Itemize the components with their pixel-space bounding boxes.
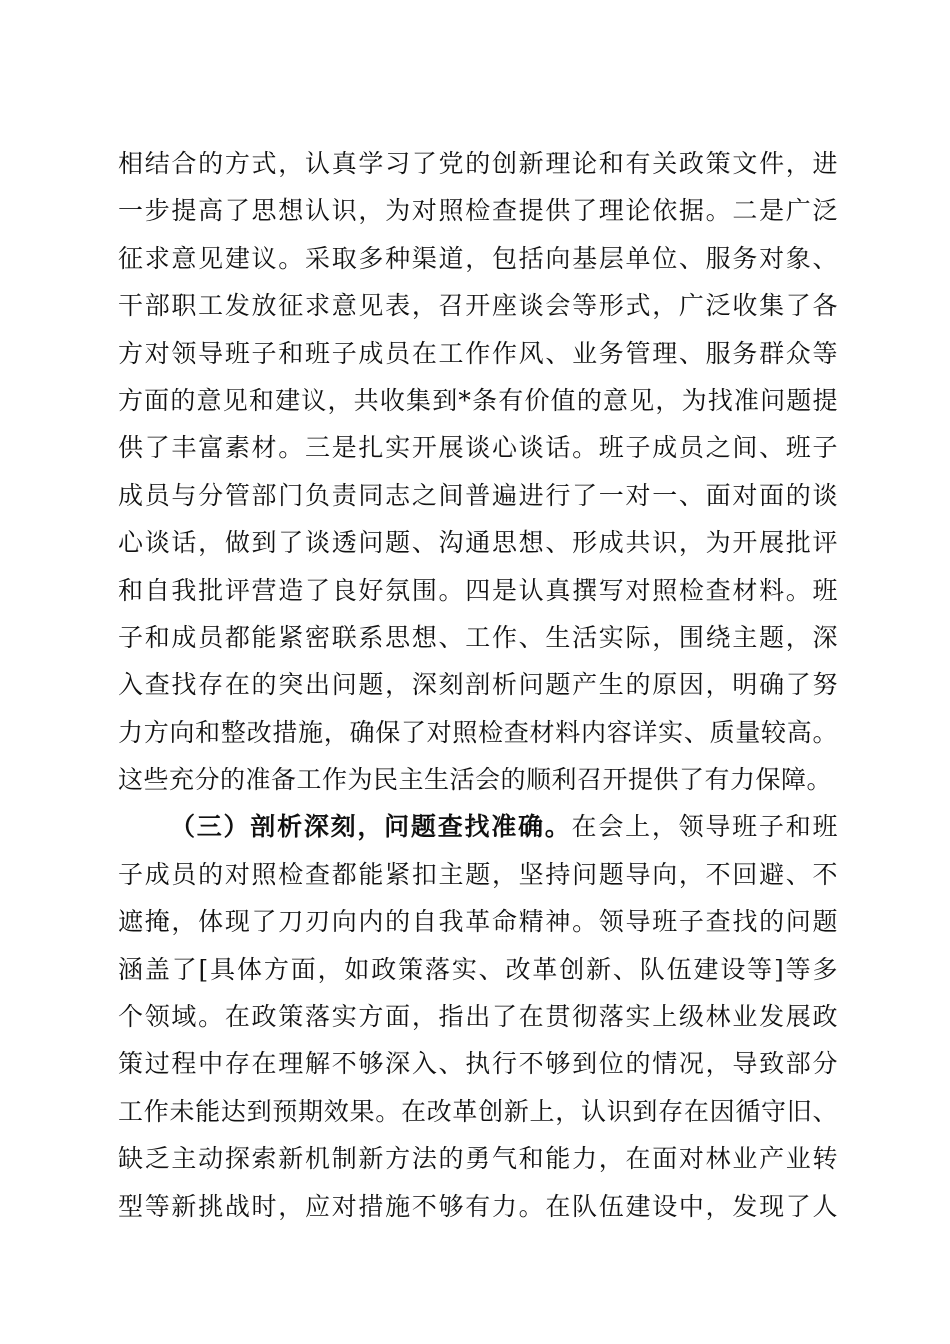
text-line: 策过程中存在理解不够深入、执行不够到位的情况，导致部分	[118, 1049, 838, 1079]
paragraph-preparation	[118, 140, 838, 803]
text-line: 一步提高了思想认识，为对照检查提供了理论依据。二是广泛	[118, 196, 838, 226]
text-line: 相结合的方式，认真学习了党的创新理论和有关政策文件，进	[118, 149, 838, 178]
text-line: 型等新挑战时，应对措施不够有力。在队伍建设中，发现了人	[118, 1191, 838, 1221]
text-line: 成员与分管部门负责同志之间普遍进行了一对一、面对面的谈	[118, 480, 838, 510]
text-line: 力方向和整改措施，确保了对照检查材料内容详实、质量较高。	[118, 717, 838, 747]
text-line: 方对领导班子和班子成员在工作作风、业务管理、服务群众等	[118, 338, 838, 368]
document-body	[118, 140, 838, 1230]
text-line: 遮掩，体现了刀刃向内的自我革命精神。领导班子查找的问题	[118, 907, 838, 937]
text-line: 这些充分的准备工作为民主生活会的顺利召开提供了有力保障。	[118, 765, 833, 795]
text-line: 方面的意见和建议，共收集到*条有价值的意见，为找准问题提	[118, 385, 838, 415]
text-line: 子和成员都能紧密联系思想、工作、生活实际，围绕主题，深	[118, 622, 838, 652]
text-line: 子成员的对照检查都能紧扣主题，坚持问题导向，不回避、不	[118, 859, 838, 889]
heading-line-rest: 在会上，领导班子和班	[571, 812, 838, 842]
text-line: 征求意见建议。采取多种渠道，包括向基层单位、服务对象、	[118, 243, 838, 273]
paragraph-analysis	[118, 803, 838, 1230]
text-line: 缺乏主动探索新机制新方法的勇气和能力，在面对林业产业转	[118, 1144, 838, 1174]
text-line: 工作未能达到预期效果。在改革创新上，认识到存在因循守旧、	[118, 1096, 838, 1126]
text-line: 入查找存在的突出问题，深刻剖析问题产生的原因，明确了努	[118, 670, 838, 700]
section-heading: （三）剖析深刻，问题查找准确。	[170, 812, 572, 842]
text-line: 涵盖了[具体方面，如政策落实、改革创新、队伍建设等]等多	[118, 954, 838, 984]
text-line: 个领域。在政策落实方面，指出了在贯彻落实上级林业发展政	[118, 1002, 838, 1032]
text-line: 干部职工发放征求意见表，召开座谈会等形式，广泛收集了各	[118, 291, 838, 321]
text-line: 供了丰富素材。三是扎实开展谈心谈话。班子成员之间、班子	[118, 433, 838, 463]
text-line: 心谈话，做到了谈透问题、沟通思想、形成共识，为开展批评	[118, 528, 838, 558]
text-line: 和自我批评营造了良好氛围。四是认真撰写对照检查材料。班	[118, 575, 838, 605]
text-line	[118, 803, 838, 850]
